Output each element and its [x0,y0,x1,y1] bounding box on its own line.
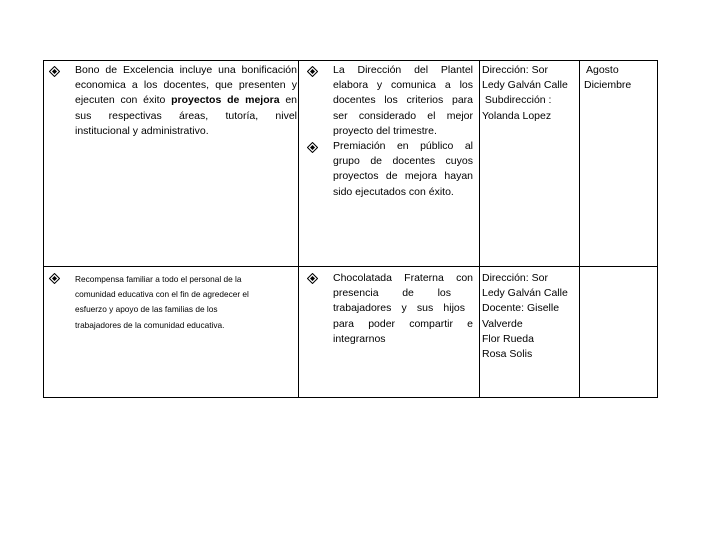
text-line: comunidad educativa con el fin de agredecer el [75,289,249,300]
text-line: ejecuten con éxito proyectos de mejora en [75,94,297,107]
text-line: Dirección: Sor [482,272,548,284]
strategy-text-2 [333,139,473,200]
text-line: Dirección: Sor [482,64,548,76]
responsible-text-1 [482,63,578,124]
text-line: esfuerzo y apoyo de las familias de los [75,304,218,315]
text-line: sus respectivas áreas, tutoría, nivel [75,109,297,122]
text-line: proyecto del trimestre. [333,124,437,137]
column-divider [479,61,480,397]
diamond-bullet-icon [307,142,318,153]
activity-text-2 [75,272,297,333]
text-line: ser considerado el mejor [333,109,473,122]
text-line: La Dirección del Plantel [333,64,473,76]
text-line: trabajadores y sus hijos [333,302,465,315]
text-line: Docente: Giselle [482,302,560,315]
text-line: proyectos de mejora hayan [333,170,473,183]
diamond-bullet-icon [49,66,60,77]
text-line: para poder compartir e [333,317,473,330]
text-line: docentes los criterios para [333,94,473,107]
text-line: integrarnos [333,332,386,345]
text-line: Ledy Galván Calle [482,79,568,92]
text-line: presencia de los [333,287,451,300]
period-text-1 [584,63,656,93]
text-line: sido ejecutados con éxito. [333,185,454,198]
text-line: Rosa Solis [482,348,533,361]
text-line: Bono de Excelencia incluye una bonificación [75,64,297,76]
column-divider [579,61,580,397]
responsible-text-2 [482,271,578,362]
text-line: trabajadores de la comunidad educativa. [75,319,225,330]
text-line: Valverde [482,317,523,330]
text-line: Flor Rueda [482,332,534,345]
diamond-bullet-icon [307,273,318,284]
text-line: Premiación en público al [333,140,473,152]
text-line: Agosto [586,64,619,76]
text-line: Chocolatada Fraterna con [333,272,473,284]
row-divider [44,266,657,267]
text-line: Diciembre [584,79,632,92]
text-line: elabora y comunica a los [333,79,473,92]
text-line: Subdirección : [482,94,552,107]
diamond-bullet-icon [307,66,318,77]
text-line: Recompensa familiar a todo el personal de la [75,274,242,284]
strategy-text-3 [333,271,473,347]
text-line: economica a los docentes, que presenten y [75,79,297,92]
diamond-bullet-icon [49,273,60,284]
text-line: institucional y administrativo. [75,124,209,137]
text-line: Yolanda Lopez [482,109,552,122]
strategy-text-1 [333,63,473,139]
text-line: grupo de docentes cuyos [333,155,473,168]
text-line: Ledy Galván Calle [482,287,568,300]
column-divider [298,61,299,397]
activity-text-1 [75,63,297,139]
bold-phrase: proyectos de mejora [171,94,280,107]
